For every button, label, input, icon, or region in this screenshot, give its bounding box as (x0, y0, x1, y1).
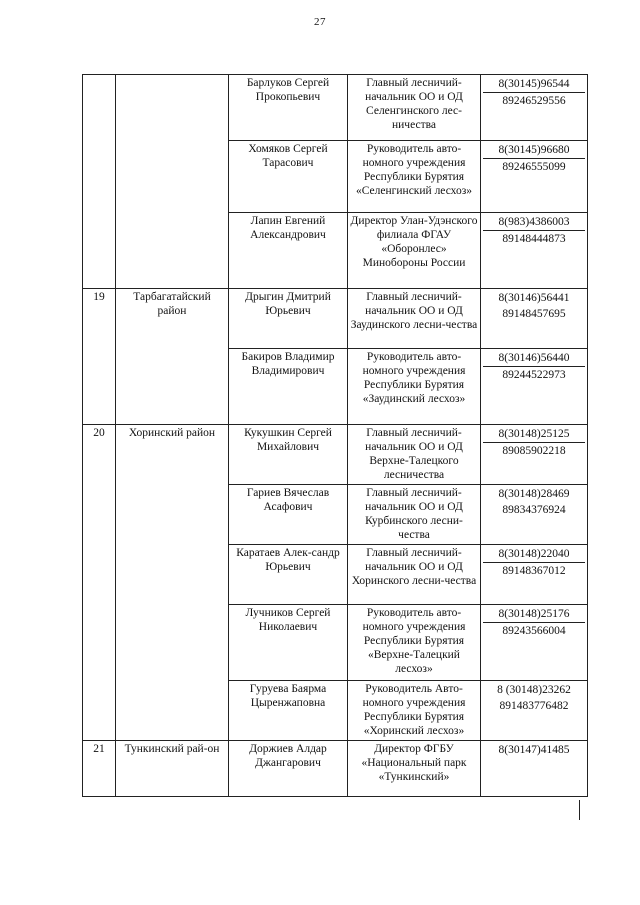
person-position-cell (348, 485, 481, 545)
person-name-cell (229, 605, 348, 681)
region-name-cell (116, 75, 229, 289)
person-name-cell (229, 485, 348, 545)
person-position: Руководитель авто-номного учреждения Республики Бурятия «Селенгинский лесхоз» (356, 143, 472, 197)
person-name-cell (229, 349, 348, 425)
region-number: 19 (93, 291, 105, 303)
region-name: Тарбагатайский район (133, 291, 211, 317)
phone-cell (481, 75, 588, 141)
phone-number: 8(30146)56440 (483, 350, 585, 367)
person-name: Бакиров Владимир Владимирович (241, 351, 335, 377)
person-position: Главный лесничий-начальник ОО и ОД Заудинского лесни-чества (350, 291, 478, 331)
table-continuation-line (579, 800, 580, 820)
phone-number: 8(30145)96680 (483, 142, 585, 159)
table-row (83, 425, 588, 485)
phone-number: 8(30148)22040 (483, 546, 585, 563)
person-position: Главный лесничий-начальник ОО и ОД Селенгинского лес-ничества (365, 77, 463, 131)
person-position-cell (348, 141, 481, 213)
page-number: 27 (314, 16, 326, 28)
phone-number: 8 (30148)23262 (497, 684, 571, 696)
phone-number: 89148457695 (502, 308, 566, 320)
person-name-cell (229, 741, 348, 797)
region-name-cell (116, 741, 229, 797)
region-name-cell (116, 289, 229, 425)
person-name: Лучников Сергей Николаевич (245, 607, 331, 633)
person-name: Кукушкин Сергей Михайлович (244, 427, 332, 453)
phone-number: 89244522973 (502, 369, 566, 381)
phone-cell (481, 741, 588, 797)
table-body (83, 75, 588, 797)
phone-cell (481, 141, 588, 213)
region-number-cell (83, 289, 116, 425)
phone-number: 89085902218 (502, 445, 566, 457)
person-position: Директор ФГБУ «Национальный парк «Тункинский» (361, 743, 467, 783)
person-position-cell (348, 349, 481, 425)
person-position: Главный лесничий-начальник ОО и ОД Курбинского лесни-чества (365, 487, 463, 541)
person-position-cell (348, 741, 481, 797)
person-name: Хомяков Сергей Тарасович (248, 143, 328, 169)
person-position-cell (348, 545, 481, 605)
person-position-cell (348, 289, 481, 349)
person-position: Директор Улан-Удэнского филиала ФГАУ «Оборонлес» Минобороны России (350, 215, 478, 269)
phone-number: 8(983)4386003 (483, 214, 585, 231)
person-name-cell (229, 425, 348, 485)
phone-number: 8(30146)56441 (498, 292, 570, 304)
person-name: Дрыгин Дмитрий Юрьевич (245, 291, 331, 317)
phone-number: 89148444873 (502, 233, 566, 245)
person-position-cell (348, 425, 481, 485)
phone-cell (481, 213, 588, 289)
phone-number: 8(30148)28469 (498, 488, 570, 500)
region-name: Тункинский рай-он (124, 743, 220, 755)
person-position: Руководитель авто-номного учреждения Республики Бурятия «Заудинский лесхоз» (362, 351, 466, 405)
region-number-cell (83, 425, 116, 741)
phone-number: 8(30147)41485 (498, 744, 570, 756)
phone-cell (481, 605, 588, 681)
table-row (83, 75, 588, 141)
phone-number: 89246529556 (502, 95, 566, 107)
phone-number: 8(30148)25125 (483, 426, 585, 443)
phone-cell (481, 289, 588, 349)
phone-number: 8(30148)25176 (483, 606, 585, 623)
person-name: Барлуков Сергей Прокопьевич (246, 77, 330, 103)
person-name-cell (229, 681, 348, 741)
person-name: Лапин Евгений Александрович (250, 215, 326, 241)
contacts-table (82, 74, 588, 797)
phone-number: 89243566004 (502, 625, 566, 637)
phone-cell (481, 681, 588, 741)
phone-number: 89148367012 (502, 565, 566, 577)
person-name-cell (229, 213, 348, 289)
region-number-cell (83, 741, 116, 797)
phone-number: 8(30145)96544 (483, 76, 585, 93)
region-name: Хоринский район (128, 427, 216, 439)
table-row (83, 741, 588, 797)
region-number: 20 (93, 427, 105, 439)
person-name-cell (229, 141, 348, 213)
region-number: 21 (93, 743, 105, 755)
phone-number: 89246555099 (502, 161, 566, 173)
phone-number: 891483776482 (499, 700, 569, 712)
person-name-cell (229, 289, 348, 349)
person-name: Гуруева Баярма Цыренжаповна (249, 683, 327, 709)
person-name: Доржиев Алдар Джангарович (249, 743, 327, 769)
person-name: Каратаев Алек-сандр Юрьевич (236, 547, 340, 573)
person-name-cell (229, 75, 348, 141)
person-position: Главный лесничий-начальник ОО и ОД Верхне-Талецкого лесничества (365, 427, 463, 481)
phone-cell (481, 545, 588, 605)
table-row (83, 289, 588, 349)
person-position-cell (348, 75, 481, 141)
person-position: Главный лесничий-начальник ОО и ОД Хоринского лесни-чества (351, 547, 477, 587)
person-name: Гариев Вячеслав Асафович (246, 487, 330, 513)
person-position-cell (348, 681, 481, 741)
phone-number: 89834376924 (502, 504, 566, 516)
person-position: Руководитель авто-номного учреждения Республики Бурятия «Верхне-Талецкий лесхоз» (362, 607, 466, 675)
region-number-cell (83, 75, 116, 289)
phone-cell (481, 349, 588, 425)
region-name-cell (116, 425, 229, 741)
person-name-cell (229, 545, 348, 605)
person-position: Руководитель Авто-номного учреждения Республики Бурятия «Хоринский лесхоз» (362, 683, 466, 737)
phone-cell (481, 425, 588, 485)
person-position-cell (348, 213, 481, 289)
person-position-cell (348, 605, 481, 681)
phone-cell (481, 485, 588, 545)
